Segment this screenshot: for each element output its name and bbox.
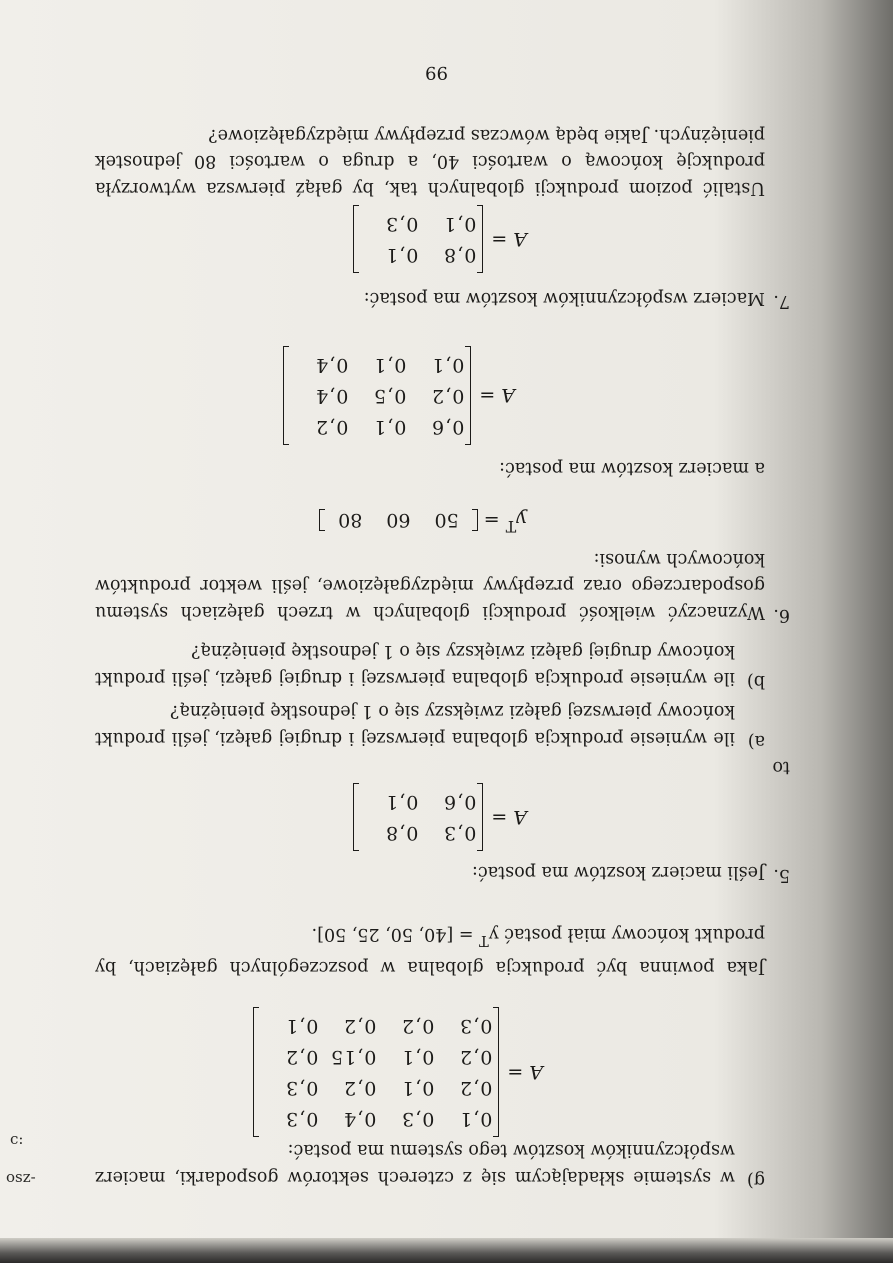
problem-g-label: g)	[746, 1170, 765, 1190]
matrix-cell: 0,1	[373, 416, 407, 438]
matrix-cell: 0,1	[385, 791, 419, 813]
matrix-row	[260, 1041, 492, 1072]
matrix-name: A =	[507, 1061, 543, 1083]
matrix-cell: 0,6	[443, 791, 477, 813]
matrix-cell: 0,3	[443, 822, 477, 844]
matrix-cell: 0,8	[385, 822, 419, 844]
problem-7-label: 7.	[773, 291, 790, 311]
matrix-cell: 0,3	[285, 1108, 319, 1130]
matrix-cell: 0,3	[385, 213, 419, 235]
matrix-row	[290, 380, 464, 411]
matrix-cells	[353, 205, 483, 273]
matrix-name: A =	[491, 806, 527, 828]
vector-eq: =	[483, 508, 506, 531]
vector-value: 80	[338, 508, 363, 531]
problem-7-text: Ustalić poziom produkcji globalnych tak, by gałąź pierwsza wytworzyła produkcję końcową o wartości 40, a druga o wartości 80 jednostek pieniężnych. Jakie będą wówczas przepływy międzygałęziowe?	[95, 125, 765, 198]
matrix-cell: 0,1	[385, 244, 419, 266]
matrix-cell: 0,1	[285, 1015, 319, 1037]
matrix-cell: 0,4	[315, 385, 349, 407]
matrix-cell: 0,1	[401, 1046, 435, 1068]
matrix-cell: 0,8	[443, 244, 477, 266]
problem-6-vector	[319, 509, 527, 536]
page-number: 99	[425, 62, 448, 83]
matrix-cell: 0,1	[459, 1108, 493, 1130]
matrix-cell: 0,2	[459, 1077, 493, 1099]
matrix-cell: 0,1	[373, 354, 407, 376]
problem-5-b-text: ile wyniesie produkcja globalna pierwszej i drugiej gałęzi, jeśli produkt końcowy drugiej gałęzi zwiększy się o 1 jednostkę pieniężną?	[95, 641, 735, 688]
matrix-cells	[253, 1007, 499, 1137]
problem-5-intro: Jeśli macierz kosztów ma postać:	[472, 862, 765, 882]
problem-g-question-end: = [40, 50, 25, 50].	[311, 924, 480, 945]
problem-5-to: to	[772, 757, 790, 777]
matrix-cell: 0,15	[330, 1046, 377, 1068]
matrix-row	[260, 1072, 492, 1103]
matrix-cell: 0,1	[443, 213, 477, 235]
matrix-cell: 0,4	[315, 354, 349, 376]
problem-7-matrix	[353, 205, 527, 273]
matrix-cells	[353, 783, 483, 851]
matrix-cells	[283, 346, 471, 445]
problem-7-intro: Macierz współczynników kosztów ma postać:	[363, 288, 765, 308]
matrix-cell: 0,2	[431, 385, 465, 407]
matrix-cell: 0,2	[315, 416, 349, 438]
matrix-cell: 0,3	[401, 1108, 435, 1130]
matrix-cell: 0,4	[343, 1108, 377, 1130]
problem-g-question-text: Jaka powinna być produkcja globalna w poszczególnych gałęziach, by produkt końcowy miał postać y	[95, 924, 765, 977]
matrix-row	[360, 786, 476, 817]
problem-g-intro-text: w systemie składającym się z czterech sektorów gospodarki, macierz współczynników kosztów tego systemu ma postać:	[95, 1140, 735, 1187]
problem-5-matrix	[353, 783, 527, 851]
matrix-row	[290, 411, 464, 442]
vector-value: 50	[434, 508, 459, 531]
problem-g-intro	[95, 1137, 735, 1190]
matrix-name: A =	[479, 384, 515, 407]
superscript: T	[479, 932, 489, 950]
matrix-cell: 0,1	[431, 354, 465, 376]
problem-6-label: 6.	[773, 605, 790, 625]
vector-name: y	[516, 508, 527, 531]
problem-5-a-label: a)	[747, 731, 765, 751]
superscript: T	[505, 517, 517, 536]
matrix-cell: 0,3	[285, 1077, 319, 1099]
matrix-row	[360, 208, 476, 239]
problem-6-text: Wyznaczyć wielkość produkcji globalnych w trzech gałęziach systemu gospodarczego oraz przepływy międzygałęziowe, jeśli wektor produktów końcowych wynosi:	[95, 549, 765, 622]
matrix-cell: 0,2	[459, 1046, 493, 1068]
matrix-row	[260, 1103, 492, 1134]
matrix-cell: 0,3	[459, 1015, 493, 1037]
vector-brackets	[319, 509, 478, 531]
matrix-row	[260, 1010, 492, 1041]
matrix-cell: 0,1	[401, 1077, 435, 1099]
matrix-cell: 0,6	[431, 416, 465, 438]
problem-5-b-label: b)	[746, 671, 765, 691]
matrix-name: A =	[491, 228, 527, 250]
problem-5-a-text: ile wyniesie produkcja globalna pierwszej i drugiej gałęzi, jeśli produkt końcowy pierwszej gałęzi zwiększy się o 1 jednostkę pieniężną?	[95, 701, 735, 748]
edge-fragment: c:	[10, 1130, 24, 1148]
problem-6-matrix-intro: a macierz kosztów ma postać:	[499, 458, 765, 478]
problem-g-question	[95, 921, 765, 980]
matrix-row	[290, 349, 464, 380]
matrix-row	[360, 817, 476, 848]
problem-5-label: 5.	[773, 865, 790, 885]
vector-value: 60	[386, 508, 411, 531]
edge-fragment: osz-	[6, 1168, 36, 1186]
matrix-cell: 0,2	[343, 1077, 377, 1099]
matrix-cell: 0,2	[285, 1046, 319, 1068]
matrix-cell: 0,2	[401, 1015, 435, 1037]
matrix-cell: 0,5	[373, 385, 407, 407]
matrix-cell: 0,2	[343, 1015, 377, 1037]
matrix-row	[360, 239, 476, 270]
problem-6-matrix	[283, 346, 515, 445]
problem-g-matrix	[253, 1007, 543, 1137]
